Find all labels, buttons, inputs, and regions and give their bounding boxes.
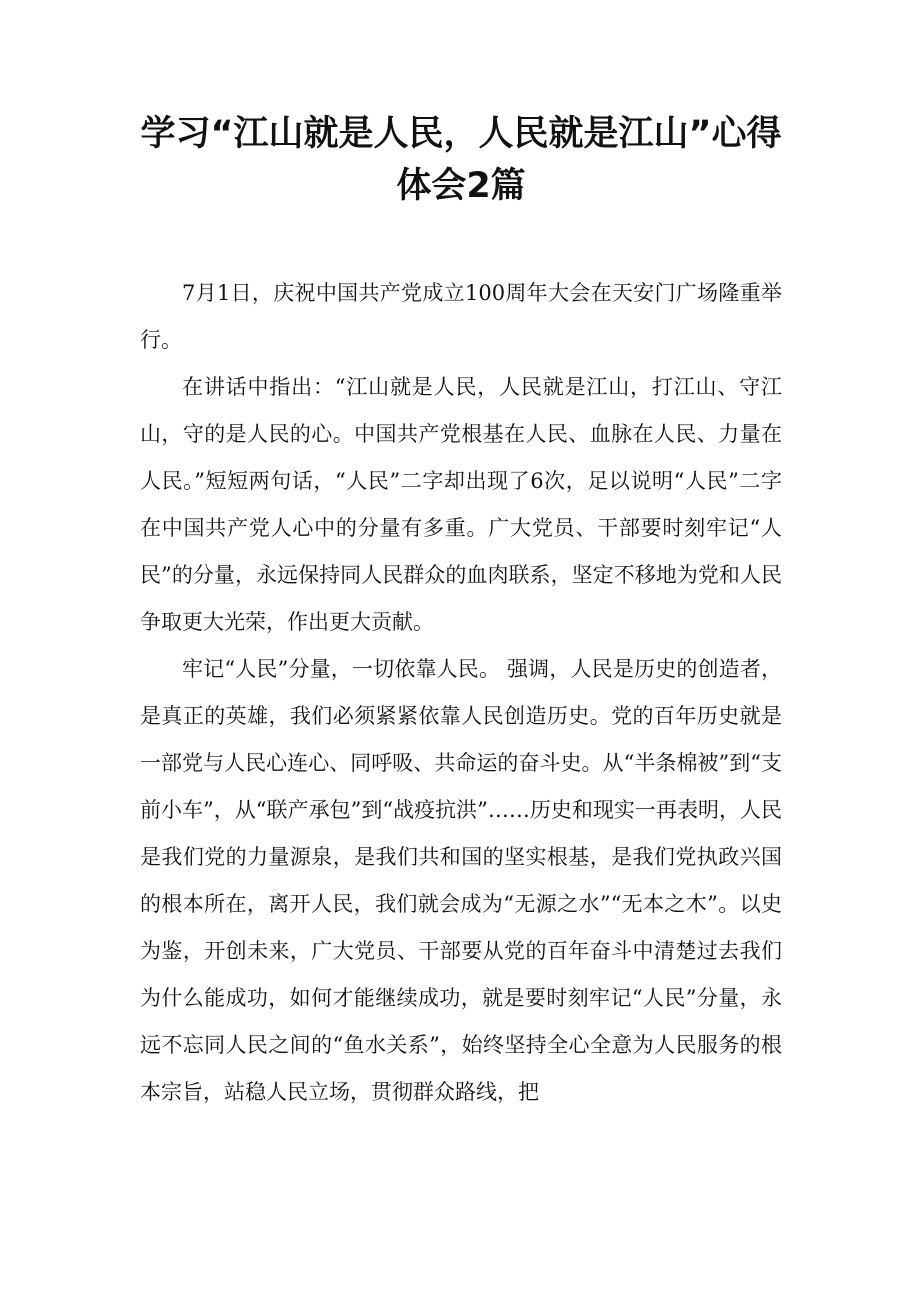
title-line-2: 体会2篇 xyxy=(396,166,526,206)
paragraph-3: 牢记“人民”分量，一切依靠人民。 强调，人民是历史的创造者，是真正的英雄，我们必须紧紧依靠人民创造历史。党的百年历史就是一部党与人民心连心、同呼吸、共命运的奋斗史。从“半条棉被”到“支前小车”，从“联产承包”到“战疫抗洪”……历史和现实一再表明，人民是我们党的力量源泉，是我们共和国的坚实根基，是我们党执政兴国的根本所在，离开人民，我们就会成为“无源之水”“无本之木”。以史为鉴，开创未来，广大党员、干部要从党的百年奋斗中清楚过去我们为什么能成功，如何才能继续成功，就是要时刻牢记“人民”分量，永远不忘同人民之间的“鱼水关系”，始终坚持全心全意为人民服务的根本宗旨，站稳人民立场，贯彻群众路线，把 xyxy=(140,657,782,1104)
paragraph-2: 在讲话中指出：“江山就是人民，人民就是江山，打江山、守江山，守的是人民的心。中国共产党根基在人民、血脉在人民、力量在人民。”短短两句话，“人民”二字却出现了6次，足以说明“人民”二字在中国共产党人心中的分量有多重。广大党员、干部要时刻牢记“人民”的分量，永远保持同人民群众的血肉联系，坚定不移地为党和人民争取更大光荣，作出更大贡献。 xyxy=(140,375,782,634)
paragraph-1: 7月1日，庆祝中国共产党成立100周年大会在天安门广场隆重举行。 xyxy=(140,281,782,352)
title-line-1: 学习“江山就是人民，人民就是江山”心得 xyxy=(140,114,782,154)
document-title xyxy=(140,108,782,212)
document-body xyxy=(140,270,782,1116)
